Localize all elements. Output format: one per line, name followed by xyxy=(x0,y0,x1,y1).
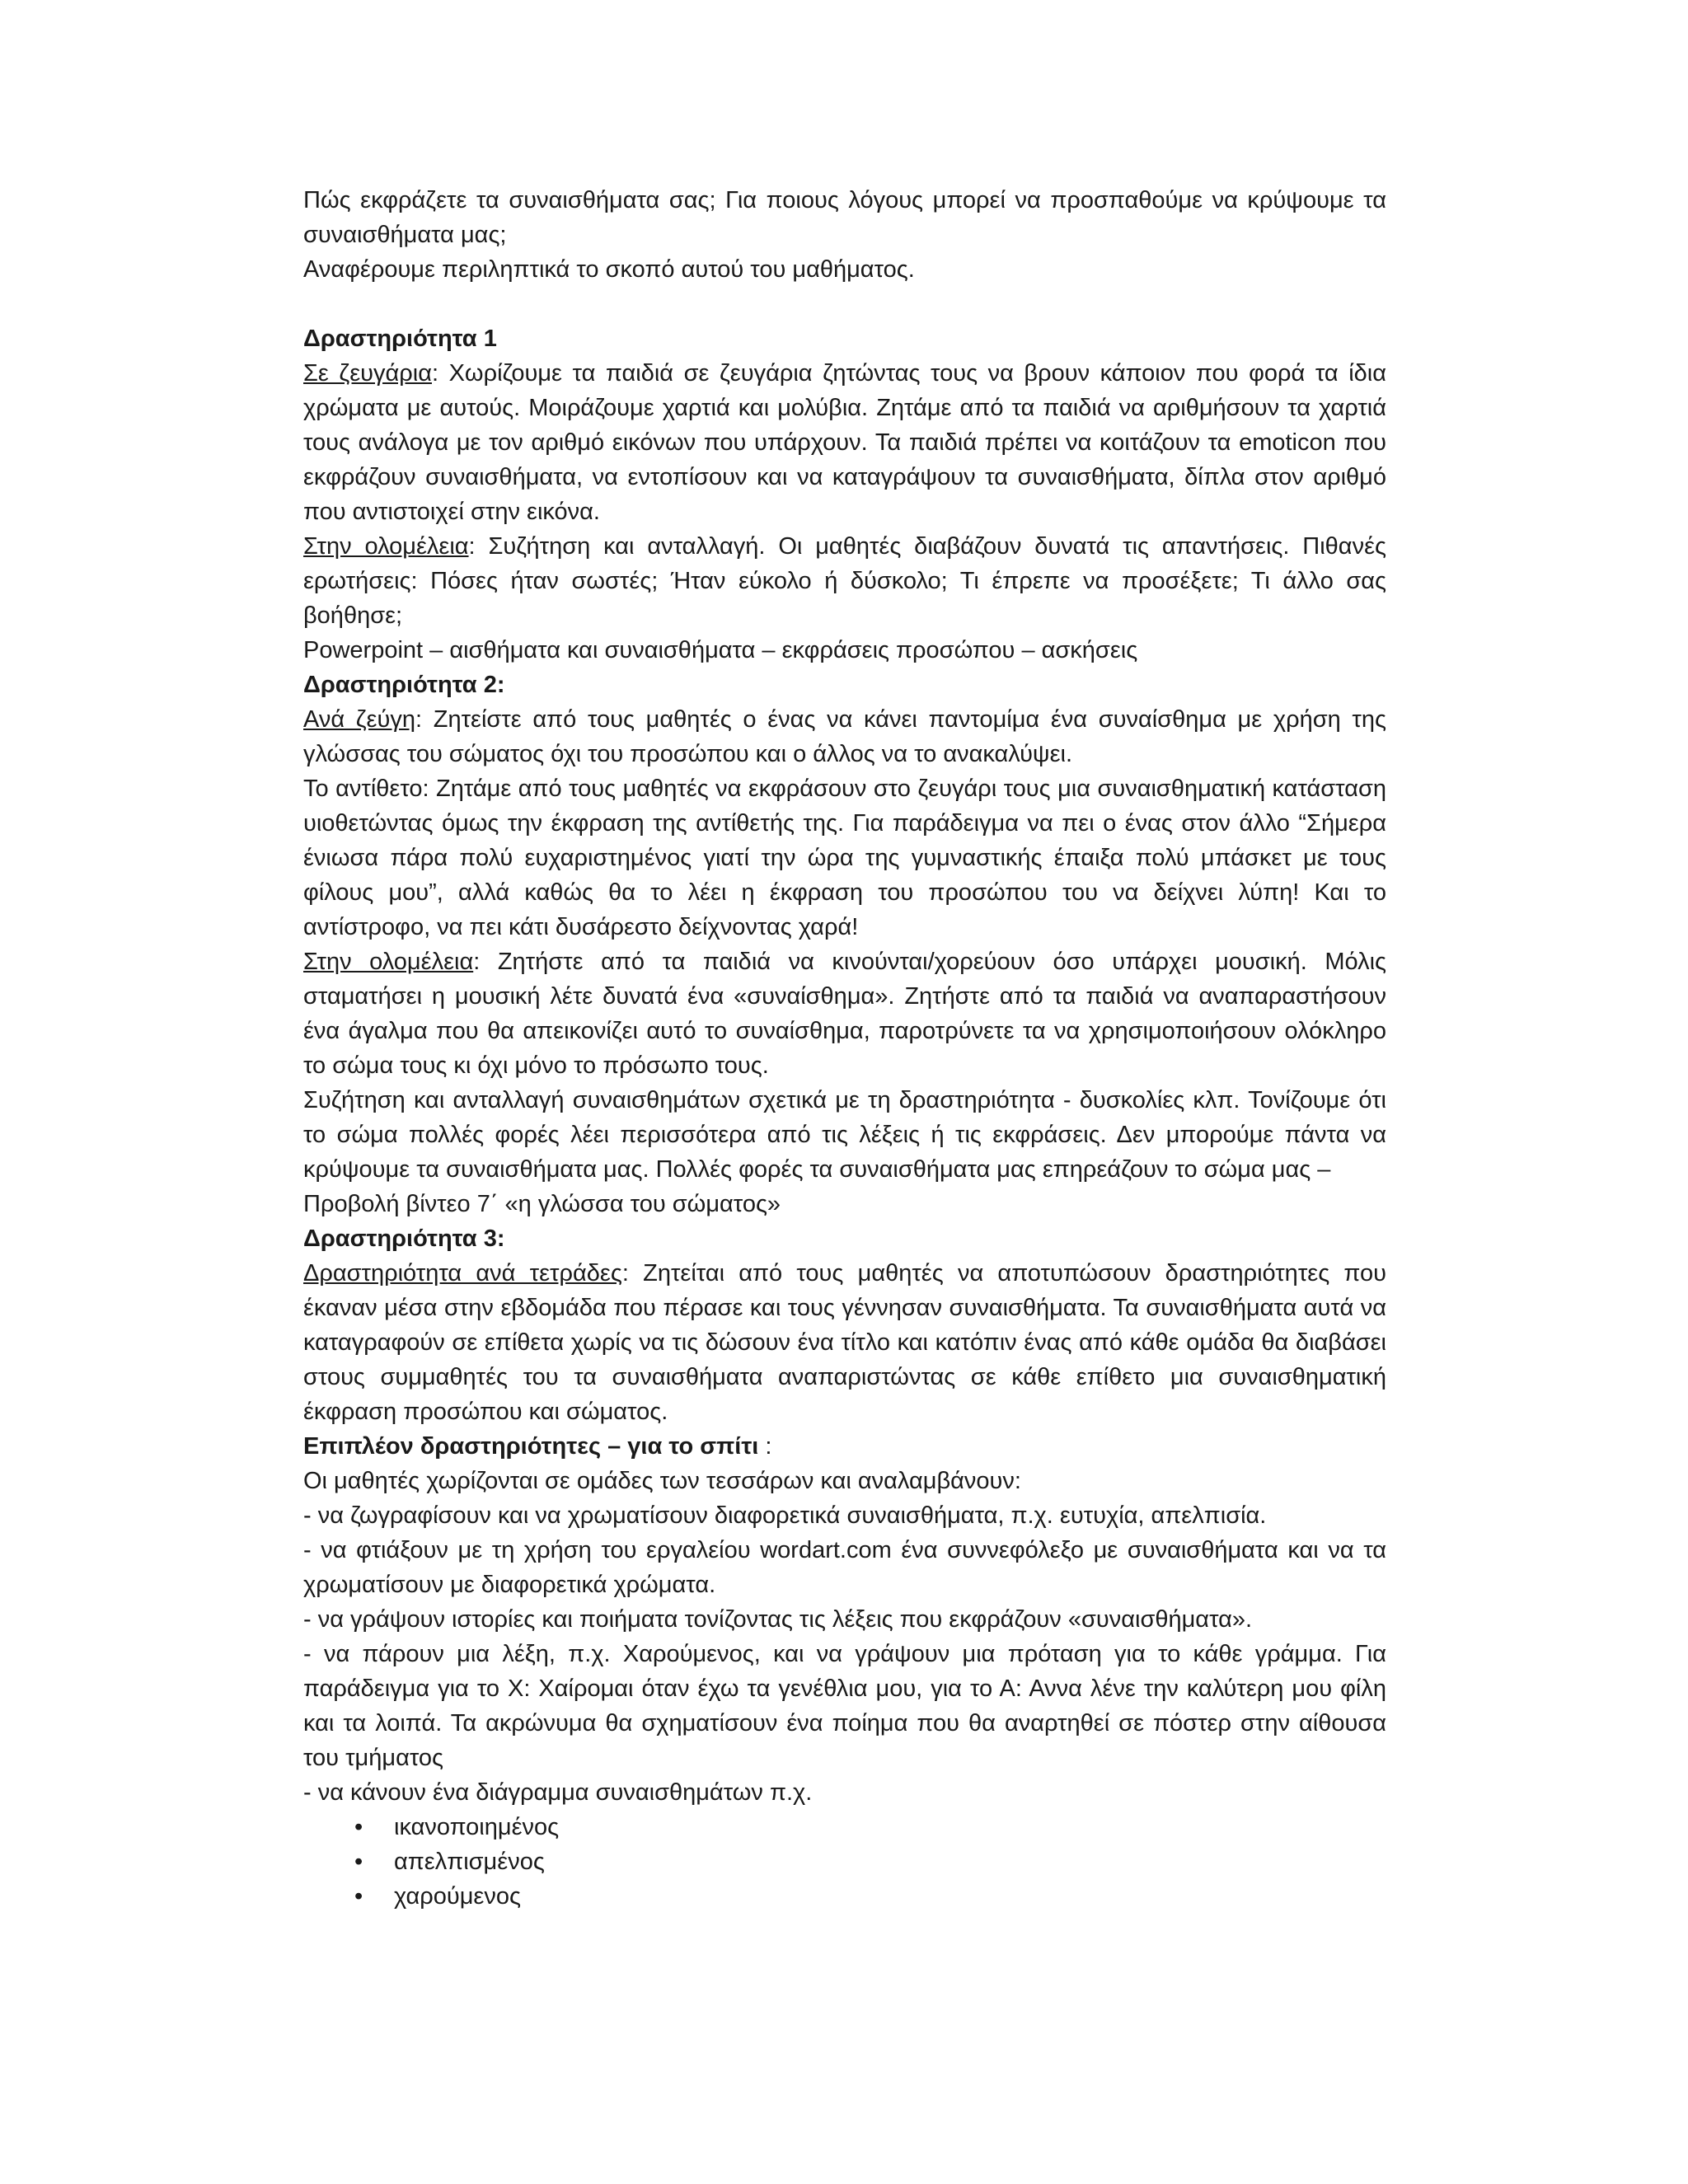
activity-2-plenary-paragraph xyxy=(303,944,1386,1083)
activity-3-heading: Δραστηριότητα 3: xyxy=(303,1226,505,1252)
extra-item-2: - να φτιάξουν με τη χρήση του εργαλείου wordart.com ένα συννεφόλεξο με συναισθήματα και να τα χρωματίσουν με διαφορετικά χρώματα. xyxy=(303,1537,1386,1598)
blank-line xyxy=(303,287,1386,321)
bullet-item-text: απελπισμένος xyxy=(394,1849,545,1875)
activity-1-heading: Δραστηριότητα 1 xyxy=(303,326,497,352)
activity-3-groups-label: Δραστηριότητα ανά τετράδες xyxy=(303,1260,622,1286)
activity-2-opposite: Το αντίθετο: Ζητάμε από τους μαθητές να εκφράσουν στο ζευγάρι τους μια συναισθηματική κατάσταση υιοθετώντας όμως την έκφραση της αντίθετής της. Για παράδειγμα να πει ο ένας στον άλλο “Σήμερα ένιωσα πάρα πολύ ευχαριστημένος γιατί την ώρα της γυμναστικής έπαιξα πολύ μπάσκετ με τους φίλους μου”, αλλά καθώς θα το λέει η έκφραση του προσώπου του να δείχνει λύπη! Και το αντίστροφο, να πει κάτι δυσάρεστο δείχνοντας χαρά! xyxy=(303,776,1386,940)
bullet-item xyxy=(354,1810,1386,1844)
extra-intro: Οι μαθητές χωρίζονται σε ομάδες των τεσσάρων και αναλαμβάνουν: xyxy=(303,1468,1021,1494)
extra-item-3: - να γράψουν ιστορίες και ποιήματα τονίζοντας τις λέξεις που εκφράζουν «συναισθήματα». xyxy=(303,1606,1253,1633)
activity-2-video: Προβολή βίντεο 7΄ «η γλώσσα του σώματος» xyxy=(303,1191,781,1217)
bullet-item-text: χαρούμενος xyxy=(394,1883,521,1910)
activity-1-powerpoint: Powerpoint – αισθήματα και συναισθήματα – εκφράσεις προσώπου – ασκήσεις xyxy=(303,637,1138,663)
activity-2-pairs-label: Ανά ζεύγη xyxy=(303,706,415,733)
intro-question: Πώς εκφράζετε τα συναισθήματα σας; Για ποιους λόγους μπορεί να προσπαθούμε να κρύψουμε τα συναισθήματα μας; xyxy=(303,187,1386,248)
activity-1-pairs-text: : Χωρίζουμε τα παιδιά σε ζευγάρια ζητώντας τους να βρουν κάποιον που φορά τα ίδια χρώματα με αυτούς. Μοιράζουμε χαρτιά και μολύβια. Ζητάμε από τα παιδιά να αριθμήσουν τα χαρτιά τους ανάλογα με τον αριθμό εικόνων που υπάρχουν. Τα παιδιά πρέπει να κοιτάζουν τα emoticon που εκφράζουν συναισθήματα, να εντοπίσουν και να καταγράψουν τα συναισθήματα, δίπλα στον αριθμό που αντιστοιχεί στην εικόνα. xyxy=(303,360,1386,525)
activity-1-plenary-label: Στην ολομέλεια xyxy=(303,533,469,560)
extra-item-1: - να ζωγραφίσουν και να χρωματίσουν διαφορετικά συναισθήματα, π.χ. ευτυχία, απελπισία. xyxy=(303,1502,1267,1529)
bullet-item-text: ικανοποιημένος xyxy=(394,1814,560,1840)
bullet-item xyxy=(354,1844,1386,1879)
bullet-icon: • xyxy=(354,1814,363,1840)
activity-1-plenary-paragraph xyxy=(303,529,1386,633)
activity-1-pairs-label: Σε ζευγάρια xyxy=(303,360,432,387)
extra-item-5: - να κάνουν ένα διάγραμμα συναισθημάτων π.χ. xyxy=(303,1779,813,1806)
extra-heading: Επιπλέον δραστηριότητες – για το σπίτι xyxy=(303,1433,759,1460)
activity-1-plenary-text: : Συζήτηση και ανταλλαγή. Οι μαθητές διαβάζουν δυνατά τις απαντήσεις. Πιθανές ερωτήσεις: Πόσες ήταν σωστές; Ήταν εύκολο ή δύσκολο; Τι έπρεπε να προσέξετε; Τι άλλο σας βοήθησε; xyxy=(303,533,1386,629)
intro-purpose: Αναφέρουμε περιληπτικά το σκοπό αυτού του μαθήματος. xyxy=(303,256,915,283)
activity-1-pairs-paragraph xyxy=(303,356,1386,529)
bullet-icon: • xyxy=(354,1883,363,1910)
activity-2-pairs-text: : Ζητείστε από τους μαθητές ο ένας να κάνει παντομίμα ένα συναίσθημα με χρήση της γλώσσας του σώματος όχι του προσώπου και ο άλλος να το ανακαλύψει. xyxy=(303,706,1386,767)
document-page xyxy=(303,183,1386,1914)
activity-3-groups-paragraph xyxy=(303,1256,1386,1429)
extra-item-4: - να πάρουν μια λέξη, π.χ. Χαρούμενος, και να γράψουν μια πρόταση για το κάθε γράμμα. Για παράδειγμα για το Χ: Χαίρομαι όταν έχω τα γενέθλια μου, για το Α: Αννα λένε την καλύτερη μου φίλη και τα λοιπά. Τα ακρώνυμα θα σχηματίσουν ένα ποίημα που θα αναρτηθεί σε πόστερ στην αίθουσα του τμήματος xyxy=(303,1641,1386,1771)
emotion-bullet-list xyxy=(303,1810,1386,1914)
activity-2-plenary-text: : Ζητήστε από τα παιδιά να κινούνται/χορεύουν όσο υπάρχει μουσική. Μόλις σταματήσει η μουσική λέτε δυνατά ένα «συναίσθημα». Ζητήστε από τα παιδιά να αναπαραστήσουν ένα άγαλμα που θα απεικονίζει αυτό το συναίσθημα, παροτρύνετε τα να χρησιμοποιήσουν ολόκληρο το σώμα τους κι όχι μόνο το πρόσωπο τους. xyxy=(303,949,1386,1079)
extra-heading-line xyxy=(303,1429,1386,1464)
extra-heading-suffix: : xyxy=(758,1433,772,1460)
activity-2-heading: Δραστηριότητα 2: xyxy=(303,672,505,698)
bullet-item xyxy=(354,1879,1386,1914)
activity-2-discussion: Συζήτηση και ανταλλαγή συναισθημάτων σχετικά με τη δραστηριότητα - δυσκολίες κλπ. Τονίζουμε ότι το σώμα πολλές φορές λέει περισσότερα από τις λέξεις ή τις εκφράσεις. Δεν μπορούμε πάντα να κρύψουμε τα συναισθήματα μας. Πολλές φορές τα συναισθήματα μας επηρεάζουν το σώμα μας – xyxy=(303,1087,1386,1183)
activity-3-groups-text: : Ζητείται από τους μαθητές να αποτυπώσουν δραστηριότητες που έκαναν μέσα στην εβδομάδα που πέρασε και τους γέννησαν συναισθήματα. Τα συναισθήματα αυτά να καταγραφούν σε επίθετα χωρίς να τις δώσουν ένα τίτλο και κατόπιν ένας από κάθε ομάδα θα διαβάσει στους συμμαθητές του τα συναισθήματα αναπαριστώντας σε κάθε επίθετο μια συναισθηματική έκφραση προσώπου και σώματος. xyxy=(303,1260,1386,1425)
activity-2-plenary-label: Στην ολομέλεια xyxy=(303,949,474,975)
activity-2-pairs-paragraph xyxy=(303,702,1386,771)
bullet-icon: • xyxy=(354,1849,363,1875)
